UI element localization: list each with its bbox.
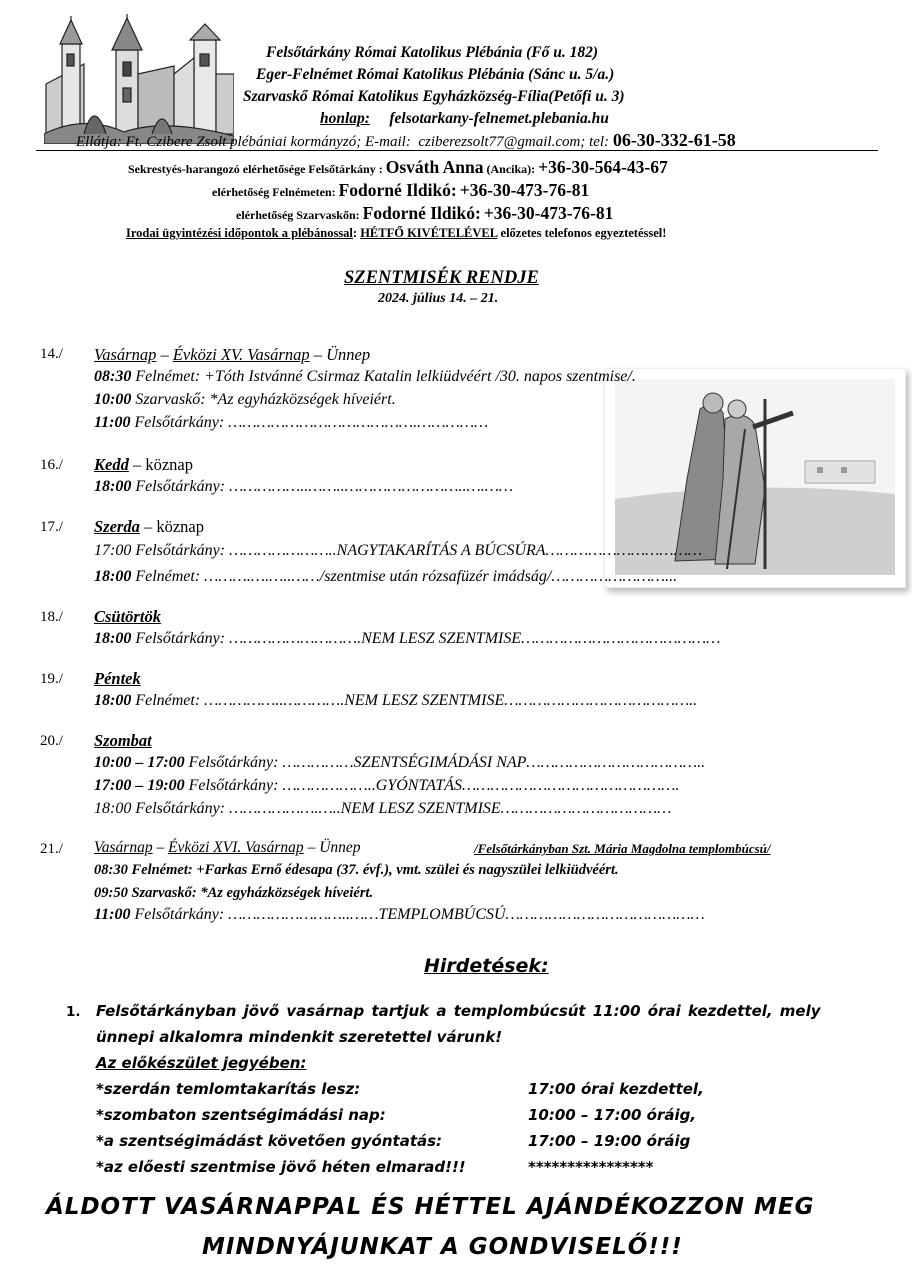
provider-text: Ellátja: Ft. Czibere Zsolt plébániai kormányzó; E-mail: — [76, 134, 411, 150]
mass-time: 08:30 — [94, 862, 128, 878]
contact-label: elérhetőség Szarvaskőn: — [236, 208, 360, 222]
mass-time: 09:50 — [94, 885, 128, 901]
day-heading — [94, 517, 204, 537]
mass-time: 18:00 — [94, 478, 132, 495]
mass-text: Felsőtárkány: ………………..GYÓNTATÁS………………………………………. — [184, 777, 680, 794]
announcements-title: Hirdetések: — [424, 955, 549, 977]
homepage-link[interactable]: felsotarkany-felnemet.plebania.hu — [389, 110, 609, 127]
contact-row-2 — [212, 180, 589, 201]
mass-time: 10:00 – 17:00 — [94, 754, 185, 771]
day-number: 20./ — [40, 733, 63, 749]
contact-label: Sekrestyés-harangozó elérhetősége Felsőtárkány : — [128, 162, 383, 176]
day-suffix: – Ünnep — [303, 839, 361, 856]
prep-row-right: 17:00 órai kezdettel, — [528, 1080, 704, 1098]
day-side-note: /Felsőtárkányban Szt. Mária Magdolna templombúcsú/ — [474, 841, 771, 856]
contact-name: Fodorné Ildikó: — [338, 180, 457, 200]
mass-line — [94, 414, 488, 432]
mass-time: 17:00 – 19:00 — [94, 777, 185, 794]
prep-row-left: *szombaton szentségimádási nap: — [96, 1106, 386, 1124]
office-hours-line — [126, 226, 666, 241]
contact-label: elérhetőség Felnémeten: — [212, 185, 336, 199]
mass-line — [94, 800, 671, 818]
schedule-title: SZENTMISÉK RENDJE — [344, 268, 539, 288]
prep-row-left: *szerdán temlomtakarítás lesz: — [96, 1080, 361, 1098]
tel-label: tel: — [589, 134, 610, 150]
parish-line-3: Szarvaskő Római Katolikus Egyházközség-Fília(Petőfi u. 3) — [243, 88, 625, 105]
mass-time: 18:00 — [94, 692, 132, 709]
contact-note: (Ancika): — [486, 162, 536, 176]
mass-text: Felsőtárkány: ……………SZENTSÉGIMÁDÁSI NAP……………………………….. — [184, 754, 706, 771]
mass-text: 18:00 Felsőtárkány: ……………….…..NEM LESZ SZENTMISE……………………………… — [94, 800, 672, 817]
mass-time: 18:00 — [94, 630, 132, 647]
church-logo-illustration — [44, 14, 234, 144]
mass-text: Felnémet: +Tóth Istvánné Csirmaz Katalin lelkiüdvéért /30. napos szentmise/. — [131, 368, 636, 385]
mass-text: Szarvaskő: *Az egyházközségek híveiért. — [131, 391, 396, 408]
mass-line — [94, 568, 677, 586]
mass-text: Felnémet: ……………..………….NEM LESZ SZENTMISE………………………………….. — [131, 692, 698, 709]
day-name: Péntek — [94, 669, 141, 688]
day-suffix: – köznap — [128, 455, 193, 474]
announcement-text-line-2: ünnepi alkalomra mindenkit szeretettel várunk! — [96, 1028, 503, 1046]
mass-line — [94, 692, 697, 710]
day-name: Vasárnap — [94, 839, 153, 856]
office-label: Irodai ügyintézési időpontok a plébánossal — [126, 226, 353, 240]
office-highlight: HÉTFŐ KIVÉTELÉVEL — [360, 226, 498, 240]
homepage-line — [320, 110, 609, 128]
prep-row-left: *a szentségimádást követően gyóntatás: — [96, 1132, 443, 1150]
office-rest: előzetes telefonos egyeztetéssel! — [497, 226, 667, 240]
contact-name: Osváth Anna — [385, 157, 484, 177]
mass-line — [94, 542, 702, 560]
prep-row-left: *az előesti szentmise jövő héten elmarad!!! — [96, 1158, 466, 1176]
day-number: 16./ — [40, 457, 63, 473]
contact-phone: +36-30-564-43-67 — [538, 157, 668, 177]
day-name: Csütörtök — [94, 607, 161, 626]
preparation-heading: Az előkészület jegyében: — [96, 1054, 307, 1072]
day-feast: Évközi XVI. Vasárnap — [168, 839, 304, 856]
mass-text: Felnémet: ……….….…..……/szentmise után rózsafüzér imádság/……………………... — [131, 568, 678, 585]
day-heading — [94, 839, 361, 857]
day-number: 19./ — [40, 671, 63, 687]
announcement-number: 1. — [66, 1004, 81, 1020]
provider-line — [76, 130, 736, 151]
mass-text: Szarvaskő: *Az egyházközségek híveiért. — [127, 885, 374, 901]
mass-line — [94, 391, 396, 409]
day-feast: Évközi XV. Vasárnap — [172, 345, 310, 364]
mass-time: 11:00 — [94, 414, 131, 431]
mass-time: 18:00 — [94, 568, 132, 585]
contact-phone: +36-30-473-76-81 — [483, 203, 614, 223]
schedule-dates: 2024. július 14. – 21. — [378, 291, 499, 306]
header-divider — [36, 150, 878, 151]
mass-line — [94, 754, 705, 772]
prep-row-right: 17:00 – 19:00 óráig — [528, 1132, 691, 1150]
prep-row-right: 10:00 – 17:00 óráig, — [528, 1106, 697, 1124]
closing-line-1: ÁLDOTT VASÁRNAPPAL ÉS HÉTTEL AJÁNDÉKOZZON MEG — [46, 1194, 815, 1220]
day-number: 17./ — [40, 519, 63, 535]
contact-row-3 — [236, 203, 613, 224]
mass-time: 08:30 — [94, 368, 132, 385]
mass-line — [94, 906, 705, 924]
day-name: Szombat — [94, 731, 152, 750]
parish-line-2: Eger-Felnémet Római Katolikus Plébánia (Sánc u. 5/a.) — [256, 66, 615, 83]
announcement-text-line-1: Felsőtárkányban jövő vasárnap tartjuk a templombúcsút 11:00 órai kezdettel, mely — [96, 1002, 821, 1020]
parish-line-1: Felsőtárkány Római Katolikus Plébánia (Fő u. 182) — [266, 44, 598, 61]
day-separator: – — [152, 839, 169, 856]
day-number: 14./ — [40, 346, 63, 362]
mass-text: Felnémet: +Farkas Ernő édesapa (37. évf.), vmt. szülei és nagyszülei lelkiüdvéért. — [127, 862, 619, 878]
day-separator: – — [156, 345, 173, 364]
tel-number: 06-30-332-61-58 — [612, 130, 736, 150]
mass-line — [94, 368, 636, 386]
homepage-label: honlap: — [320, 110, 370, 127]
day-suffix: – köznap — [139, 517, 204, 536]
day-heading — [94, 455, 193, 475]
contact-name: Fodorné Ildikó: — [362, 203, 481, 223]
mass-text: Felsőtárkány: ……………..……..……………………..….…… — [131, 478, 514, 495]
mass-text: Felsőtárkány: ……………………..……TEMPLOMBÚCSÚ…………………………………… — [130, 906, 705, 923]
mass-time: 10:00 — [94, 391, 132, 408]
contact-phone: +36-30-473-76-81 — [459, 180, 590, 200]
mass-line — [94, 885, 373, 902]
office-colon: : — [352, 226, 358, 240]
day-name: Kedd — [94, 455, 129, 474]
mass-line — [94, 777, 679, 795]
mass-text: Felsőtárkány: ………………………………….…………… — [130, 414, 489, 431]
day-name: Szerda — [94, 517, 140, 536]
prep-row-right: **************** — [528, 1158, 654, 1176]
day-number: 21./ — [40, 841, 63, 857]
day-heading — [94, 345, 370, 365]
mass-time: 11:00 — [94, 906, 131, 923]
mass-line — [94, 630, 720, 648]
mass-text: 17:00 Felsőtárkány: …………………..NAGYTAKARÍTÁS A BÚCSÚRA…………………………… — [94, 542, 703, 559]
day-number: 18./ — [40, 609, 63, 625]
mass-line — [94, 862, 619, 879]
email-link[interactable]: cziberezsolt77@gmail.com; — [418, 134, 586, 150]
contact-row-1 — [128, 157, 668, 178]
day-suffix: – Ünnep — [309, 345, 371, 364]
mass-line — [94, 478, 513, 496]
closing-line-2: MINDNYÁJUNKAT A GONDVISELŐ!!! — [202, 1234, 683, 1260]
mass-text: Felsőtárkány: ……………………….NEM LESZ SZENTMISE…………………………………… — [131, 630, 721, 647]
day-name: Vasárnap — [94, 345, 157, 364]
